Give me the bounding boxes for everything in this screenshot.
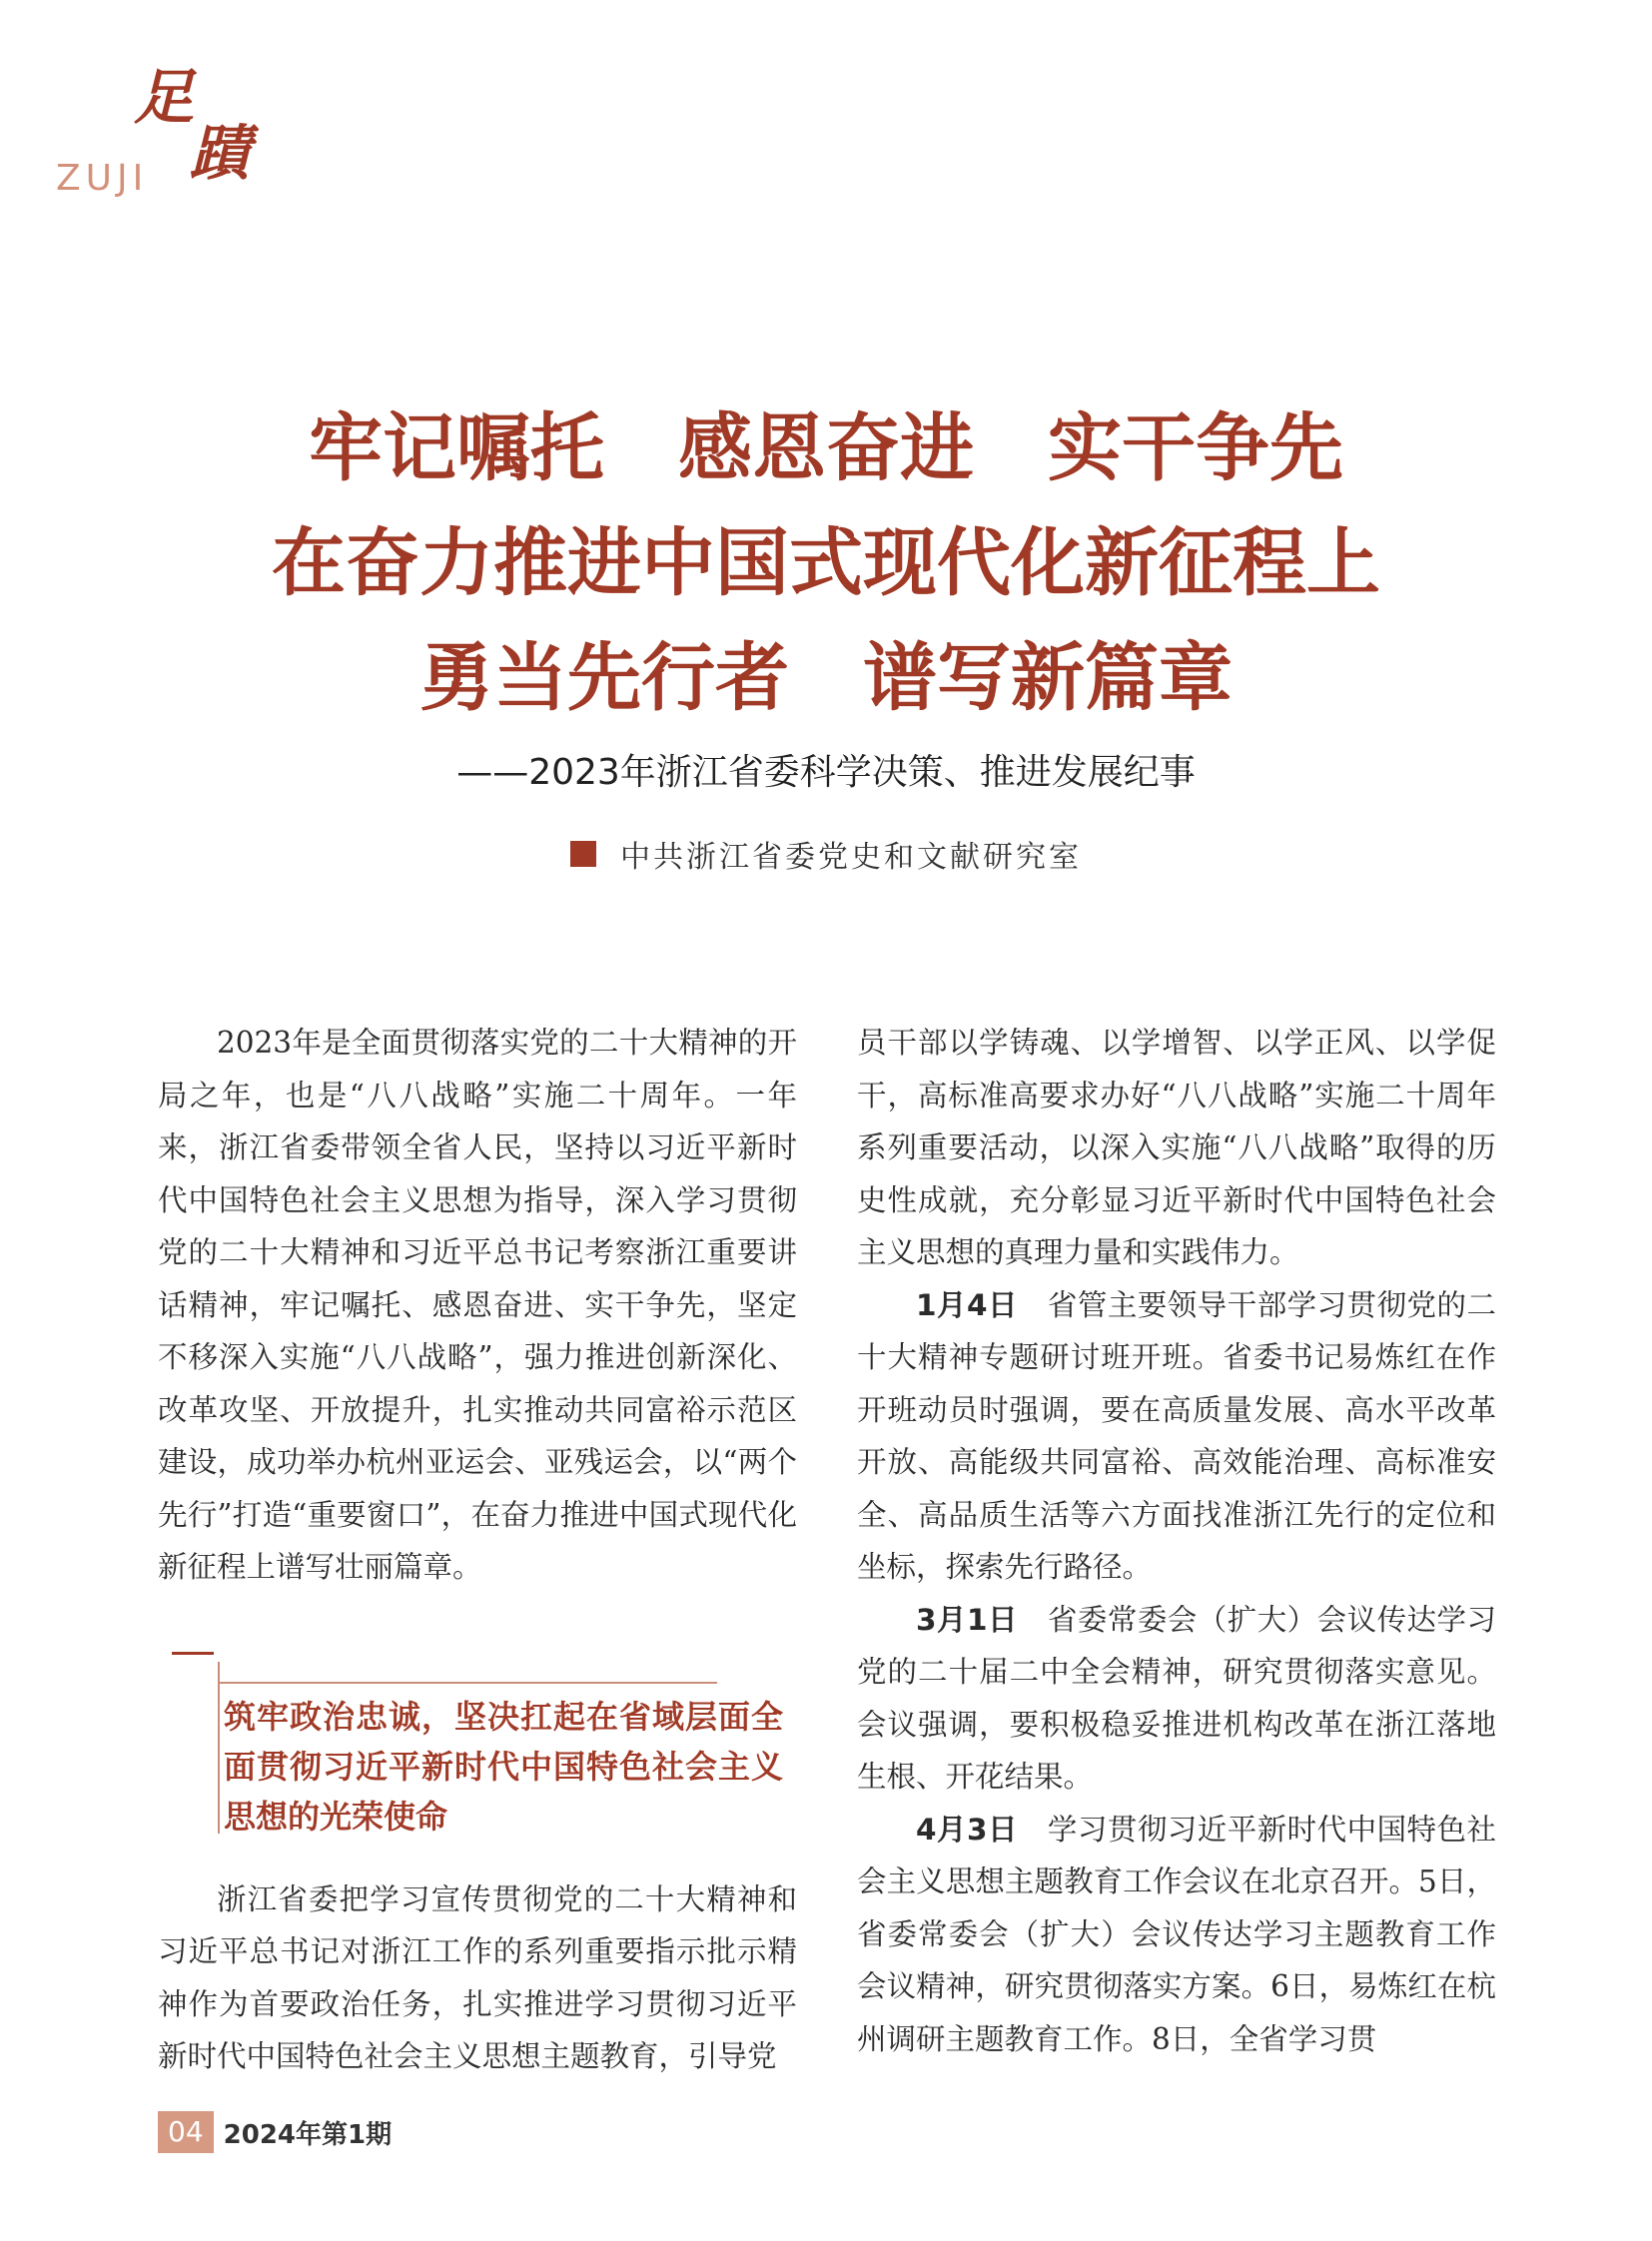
page-footer xyxy=(158,2111,392,2153)
section-heading-block xyxy=(158,1652,797,1836)
chronicle-entry xyxy=(857,1594,1496,1804)
article-title-block xyxy=(0,391,1652,876)
author-name: 中共浙江省委党史和文献研究室 xyxy=(620,840,1082,875)
issue-label: 2024年第1期 xyxy=(223,2119,393,2150)
intro-paragraph: 2023年是全面贯彻落实党的二十大精神的开局之年，也是“八八战略”实施二十周年。一年来，浙江省委带领全省人民，坚持以习近平新时代中国特色社会主义思想为指导，深入学习贯彻党的二十大精神和习近平总书记考察浙江重要讲话精神，牢记嘱托、感恩奋进、实干争先，坚定不移深入实施“八八战略”，强力推进创新深化、改革攻坚、开放提升，扎实推动共同富裕示范区建设，成功举办杭州亚运会、亚残运会，以“两个先行”打造“重要窗口”，在奋力推进中国式现代化新征程上谱写壮丽篇章。 xyxy=(158,1026,797,1584)
title-line-3: 勇当先行者 谱写新篇章 xyxy=(419,635,1233,721)
section-heading: 筑牢政治忠诚，坚决扛起在省域层面全面贯彻习近平新时代中国特色社会主义思想的光荣使命 xyxy=(224,1697,783,1836)
page-number: 04 xyxy=(158,2111,214,2153)
entry-text: 学习贯彻习近平新时代中国特色社会主义思想主题教育工作会议在北京召开。5日，省委常委会（扩大）会议传达学习主题教育工作会议精神，研究贯彻落实方案。6日，易炼红在杭州调研主题教育工作。8日，全省学习贯 xyxy=(857,1812,1496,2056)
continued-paragraph: 员干部以学铸魂、以学增智、以学正风、以学促干，高标准高要求办好“八八战略”实施二十周年系列重要活动，以深入实施“八八战略”取得的历史性成就，充分彰显习近平新时代中国特色社会主义思想的真理力量和实践伟力。 xyxy=(857,1026,1496,1269)
chronicle-entry xyxy=(857,1804,1496,2066)
logo-char-1: 足 xyxy=(134,63,190,133)
entry-date: 1月4日 xyxy=(916,1287,1018,1322)
author-line xyxy=(0,832,1652,876)
section-paragraph: 浙江省委把学习宣传贯彻党的二十大精神和习近平总书记对浙江工作的系列重要指示批示精神作为首要政治任务，扎实推进学习贯彻习近平新时代中国特色社会主义思想主题教育，引导党 xyxy=(158,1881,797,2073)
title-line-1: 牢记嘱托 感恩奋进 实干争先 xyxy=(309,405,1343,491)
heading-rule-vertical xyxy=(218,1662,220,1834)
zuji-logo xyxy=(56,63,256,216)
entry-text: 省管主要领导干部学习贯彻党的二十大精神专题研讨班开班。省委书记易炼红在作开班动员时强调，要在高质量发展、高水平改革开放、高能级共同富裕、高效能治理、高标准安全、高品质生活等六方面找准浙江先行的定位和坐标，探索先行路径。 xyxy=(857,1287,1496,1584)
chronicle-entry xyxy=(857,1279,1496,1594)
heading-accent-bar xyxy=(172,1652,214,1655)
entry-text: 省委常委会（扩大）会议传达学习党的二十届二中全会精神，研究贯彻落实意见。会议强调，要积极稳妥推进机构改革在浙江落地生根、开花结果。 xyxy=(857,1602,1496,1794)
article-subtitle: ——2023年浙江省委科学决策、推进发展纪事 xyxy=(456,752,1196,793)
square-bullet-icon xyxy=(570,841,596,867)
logo-char-2: 蹟 xyxy=(190,119,246,189)
entry-date: 3月1日 xyxy=(916,1602,1018,1637)
entry-date: 4月3日 xyxy=(916,1812,1018,1847)
title-line-2: 在奋力推进中国式现代化新征程上 xyxy=(272,520,1380,606)
right-column xyxy=(857,1017,1496,2065)
logo-latin: ZUJI xyxy=(56,158,149,199)
left-column xyxy=(158,1017,797,2083)
